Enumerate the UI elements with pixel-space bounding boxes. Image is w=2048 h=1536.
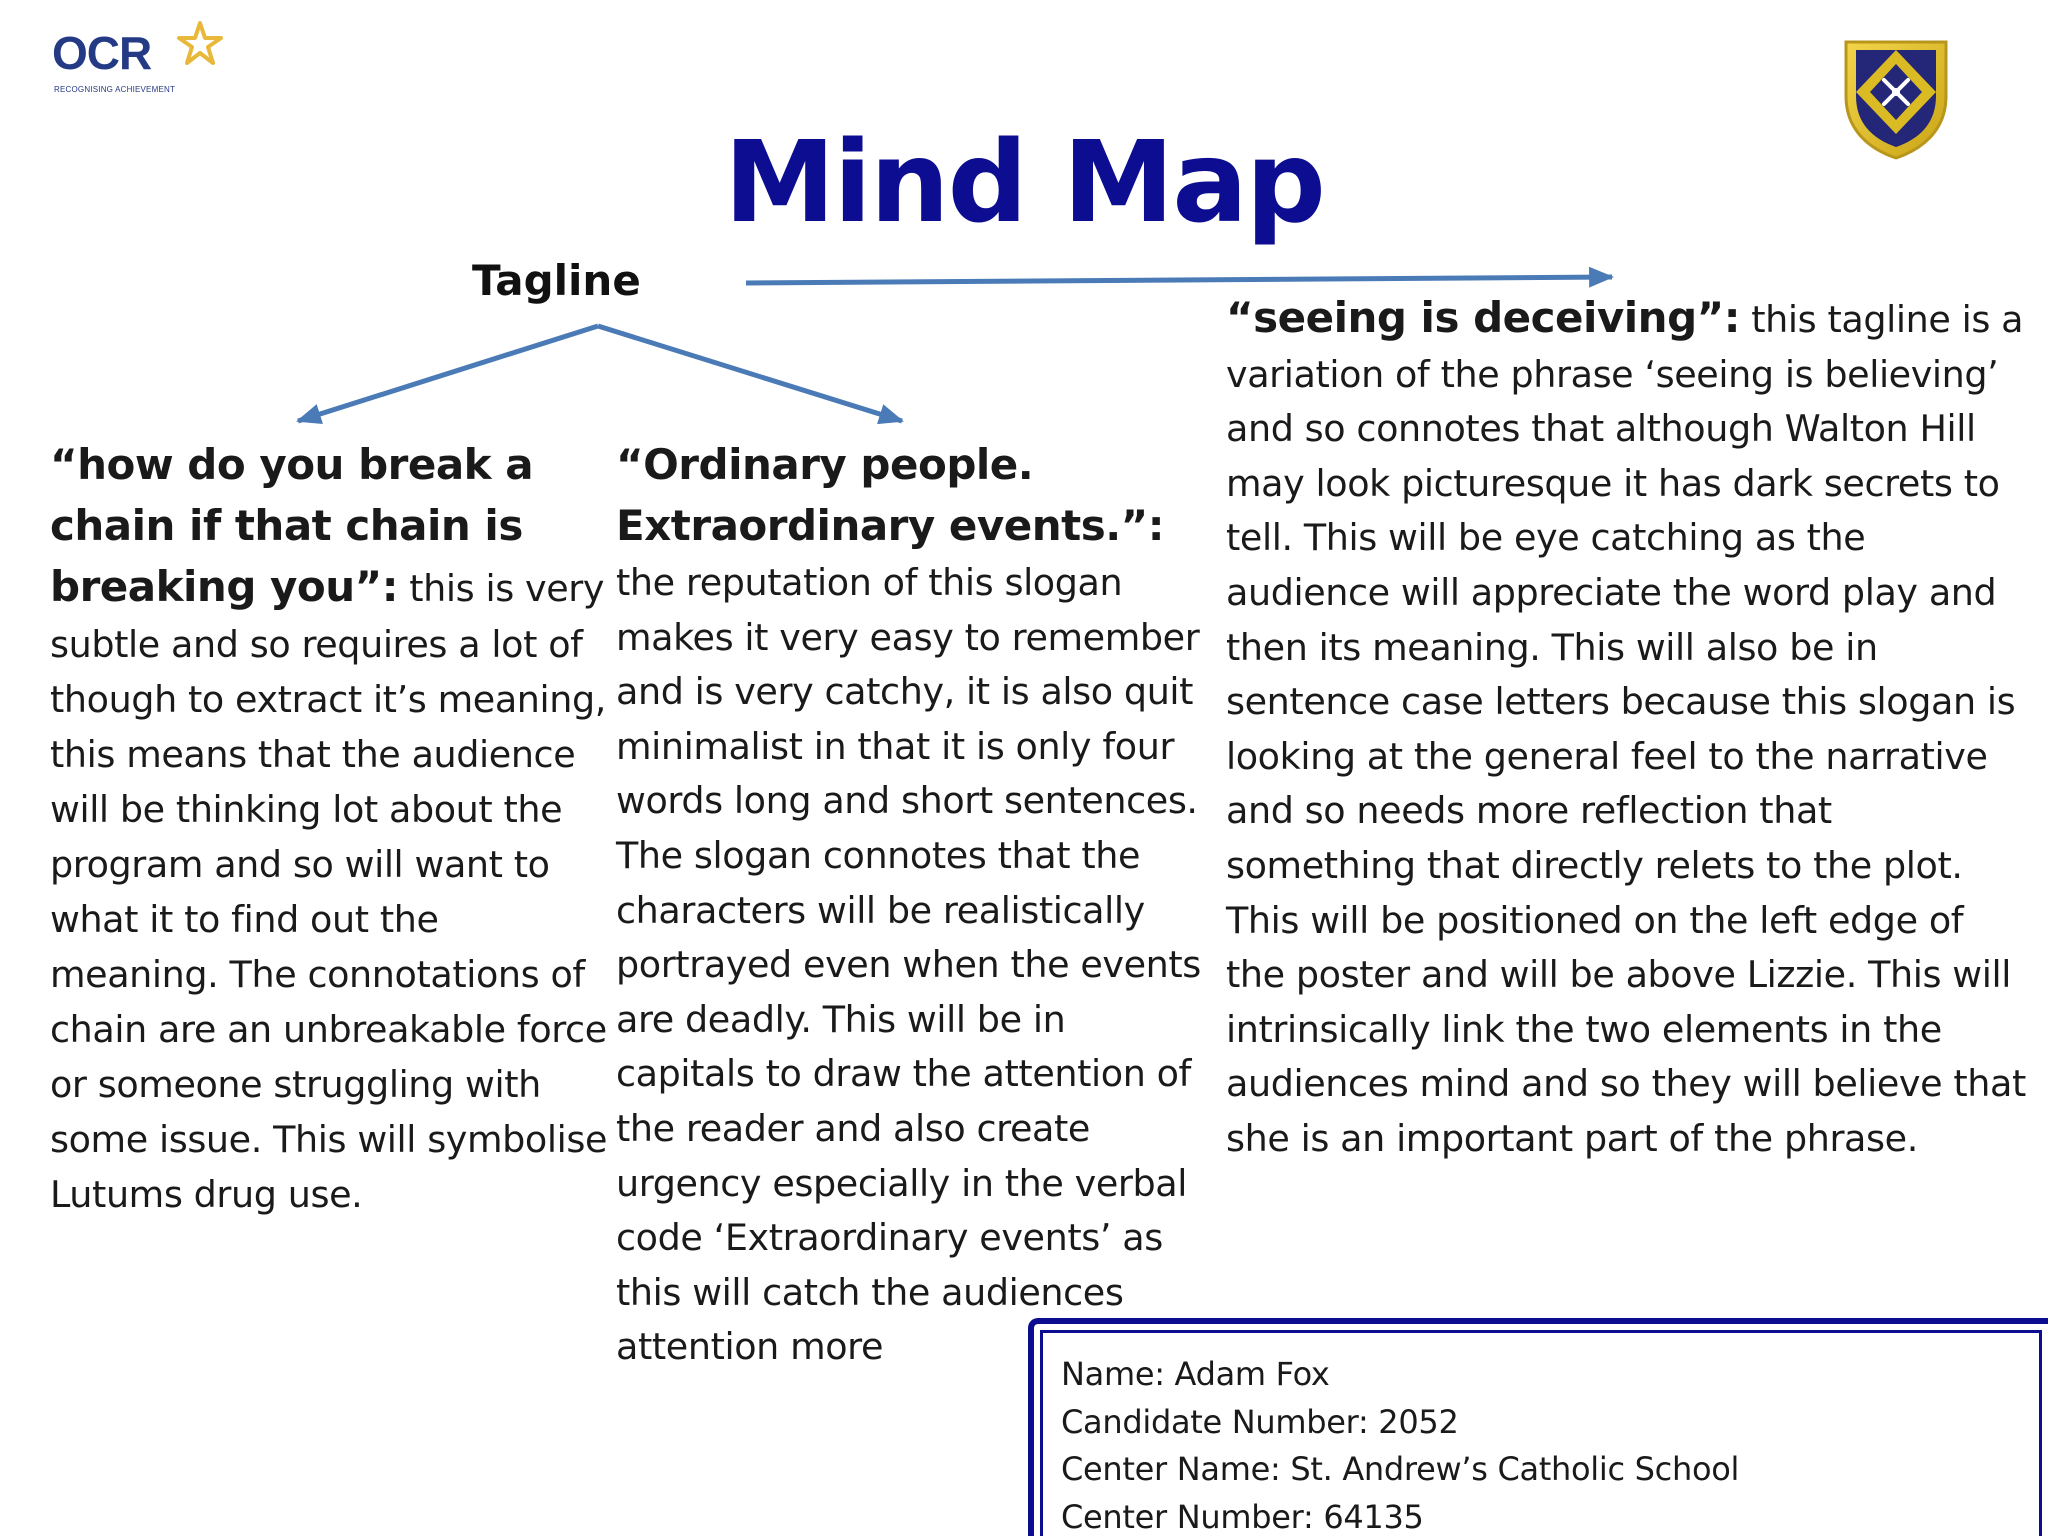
ocr-logo xyxy=(52,22,222,100)
candidate-info-box xyxy=(1028,1318,2048,1536)
tagline-option-3-heading: “seeing is deceiving”: xyxy=(1226,293,1741,342)
candidate-number: Candidate Number: 2052 xyxy=(1061,1402,1459,1441)
tagline-option-2-body: the reputation of this slogan makes it very easy to remember and is very catchy, it is also quit minimalist in that it is only four words long and short sentences. The slogan connotes that the characters will be realistically portrayed even when the events are deadly. This will be in capitals to draw the attention of the reader and also create urgency especially in the verbal code ‘Extraordinary events’ as this will catch the audiences attention more xyxy=(616,561,1201,1369)
star-icon xyxy=(176,20,224,68)
tagline-label: Tagline xyxy=(472,256,641,305)
arrow-to-middle-column xyxy=(598,326,902,421)
center-name: Center Name: St. Andrew’s Catholic School xyxy=(1061,1450,1740,1488)
tagline-option-3-body: this tagline is a variation of the phrase ‘seeing is believing’ and so connotes that although Walton Hill may look picturesque it has dark secrets to tell. This will be eye catching as the audience will appreciate the word play and then its meaning. This will also be in sentence case letters because this slogan is looking at the general feel to the narrative and so needs more reflection that something that directly relets to the plot. This will be positioned on the left edge of the poster and will be above Lizzie. This will intrinsically link the two elements in the audiences mind and so they will believe that she is an important part of the phrase. xyxy=(1226,298,2026,1160)
candidate-name: Name: Adam Fox xyxy=(1061,1355,1330,1393)
candidate-info-lines xyxy=(1061,1351,1739,1536)
tagline-option-3 xyxy=(1226,291,2026,1167)
tagline-option-2-heading: “Ordinary people. Extraordinary events.”: xyxy=(616,440,1165,550)
tagline-option-1-heading: “how do you break a chain if that chain is breaking you”: xyxy=(50,440,534,611)
tagline-option-1 xyxy=(50,434,610,1222)
page-title: Mind Map xyxy=(724,118,1324,248)
arrow-to-right-column xyxy=(746,277,1612,283)
arrow-to-left-column xyxy=(298,326,598,421)
tagline-option-2 xyxy=(616,434,1204,1375)
ocr-logo-wordmark: OCR xyxy=(52,27,152,79)
tagline-option-1-body: this is very subtle and so requires a lot of though to extract it’s meaning, this means that the audience will be thinking lot about the program and so will want to what it to find out the meaning. The connotations of chain are an unbreakable force or someone struggling with some issue. This will symbolise Lutums drug use. xyxy=(50,567,608,1216)
center-number: Center Number: 64135 xyxy=(1061,1497,1424,1536)
candidate-info-inner-border xyxy=(1040,1330,2042,1536)
ocr-logo-tagline: RECOGNISING ACHIEVEMENT xyxy=(54,85,176,94)
